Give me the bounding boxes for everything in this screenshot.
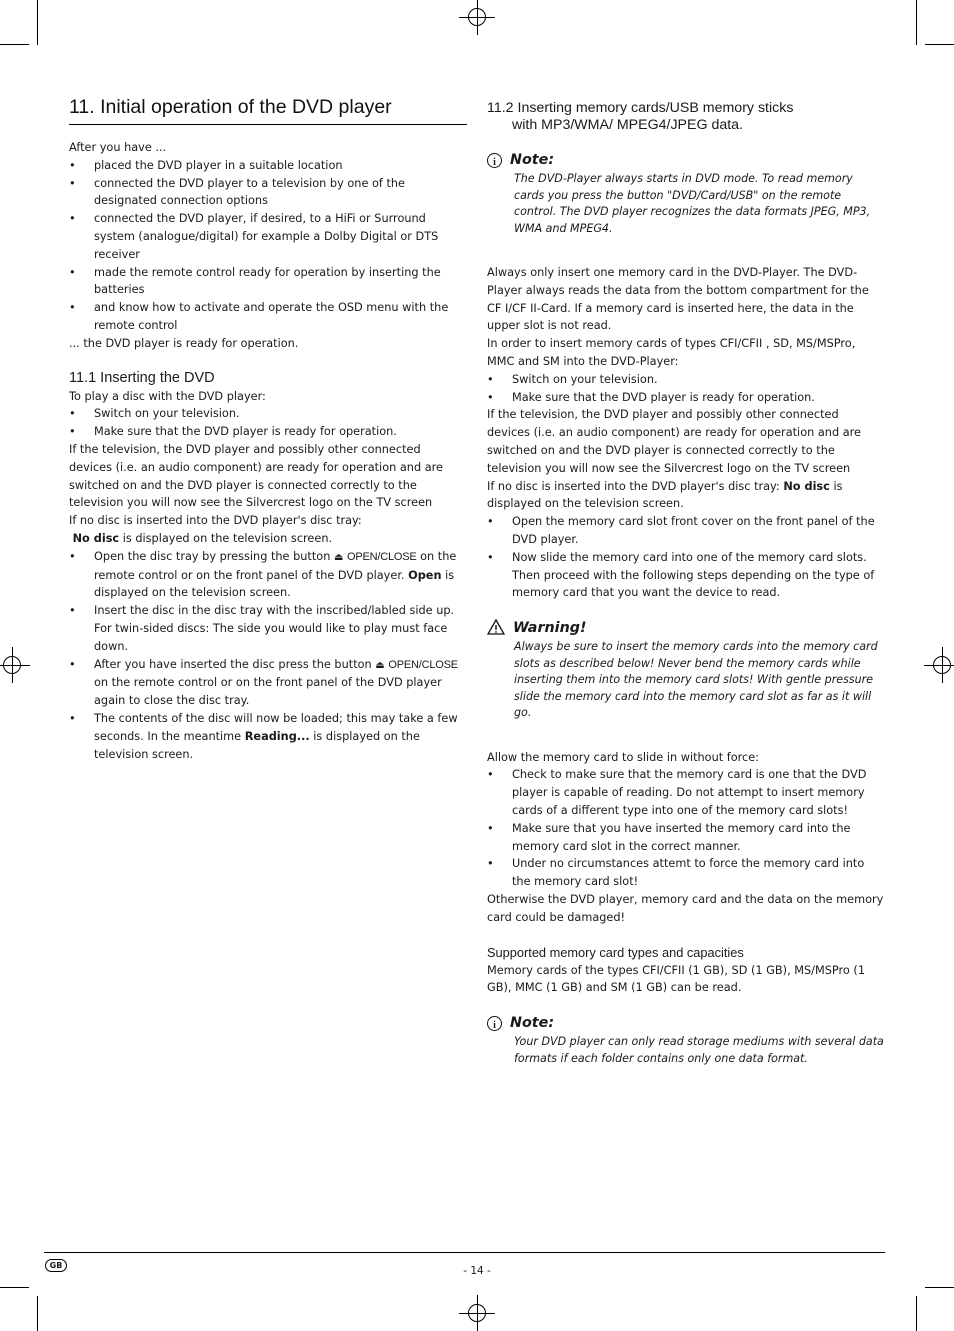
intro-list [69,157,467,335]
list-item: • The contents of the disc will now be loaded; this may take a few seconds. In the meantime Reading... is displayed on the television screen. [69,711,458,761]
eject-icon: ⏏ [333,551,344,563]
paragraph: If no disc is inserted into the DVD player's disc tray: No disc is displayed on the television screen. [487,479,843,511]
list-item: • Now slide the memory card into one of the memory card slots. Then proceed with the following steps depending on the type of memory card that you want the device to read. [487,550,875,600]
list-item: • Check to make sure that the memory card is one that the DVD player is capable of reading. Do not attempt to insert memory cards of a different type into one of the memory card slots! [487,768,867,818]
paragraph: Always only insert one memory card in the DVD-Player. The DVD-Player always reads the data from the bottom compartment for the CF I/CF II-Card. If a memory card is inserted here, the data in the upper slot is not read. [487,266,869,333]
list-item: • Make sure that you have inserted the memory card into the memory card slot in the correct manner. [487,821,851,853]
paragraph: Otherwise the DVD player, memory card and the data on the memory card could be damaged! [487,893,884,924]
crop-mark [925,44,954,45]
registration-mark [459,1295,495,1331]
list-item: • connected the DVD player to a television by one of the designated connection options [69,176,406,208]
chapter-heading: 11. Initial operation of the DVD player [69,94,467,125]
list-item: • made the remote control ready for operation by inserting the batteries [69,265,441,297]
paragraph: Memory cards of the types CFI/CFII (1 GB), SD (1 GB), MS/MSPro (1 GB), MMC (1 GB) and SM (1 GB) can be read. [487,963,866,995]
list-item: • placed the DVD player in a suitable location [69,158,343,172]
section-heading: 11.2 Inserting memory cards/USB memory sticks with MP3/WMA/ MPEG4/JPEG data. [487,100,794,133]
prep-list [69,405,467,441]
ready-text: ... the DVD player is ready for operation. [69,336,299,350]
note-callout: i Note: The DVD-Player always starts in DVD mode. To read memory cards you press the button "DVD/Card/USB" on the remote control. The DVD player recognizes the data formats JPEG, MP3, WMA and MPEG4. [487,150,885,237]
list-item: • connected the DVD player, if desired, to a HiFi or Surround system (analogue/digital) for example a Dolby Digital or DTS receiver [69,212,439,261]
list-item: • Open the memory card slot front cover on the front panel of the DVD player. [487,515,875,546]
subheading: Supported memory card types and capacities [487,944,744,960]
crop-mark [37,0,38,45]
list-item: • Under no circumstances attemt to force the memory card into the memory card slot! [487,857,865,889]
registration-mark [924,647,954,683]
crop-mark [916,1296,917,1331]
note-callout: i Note: Your DVD player can only read storage mediums with several data formats if each folder contains only one data format. [487,1013,885,1067]
list-item: • Switch on your television. [487,372,658,386]
caution-list [487,766,885,891]
crop-mark [0,44,29,45]
card-list [487,513,885,602]
page-number: - 14 - [463,1265,491,1277]
left-column [69,94,467,763]
list-item: • Open the disc tray by pressing the button ⏏ OPEN/CLOSE on the remote control or on the front panel of the DVD player. Open is displayed on the television screen. [69,549,457,600]
language-badge: GB [45,1259,67,1272]
list-item: • and know how to activate and operate the OSD menu with the remote control [69,301,449,332]
paragraph: If the television, the DVD player and possibly other connected devices (i.e. an audio component) are ready for operation and are switched on and the DVD player is connected correctly to the television you will now see the Silvercrest logo on the TV screen [69,442,443,510]
crop-mark [916,0,917,45]
warning-callout: Warning! Always be sure to insert the memory cards into the memory card slots as described below! Never bend the memory cards while inserting them into the memory card slots! With gentle pressure slide the memory card into the memory card slot as far as it will go. [487,618,885,722]
list-item: • Make sure that the DVD player is ready for operation. [487,390,815,404]
steps-list [69,548,467,764]
list-item: • Make sure that the DVD player is ready for operation. [69,425,397,439]
list-item: • Switch on your television. [69,407,240,421]
paragraph: In order to insert memory cards of types CFI/CFII , SD, MS/MSPro, MMC and SM into the DVD-Player: [487,337,856,368]
crop-mark [925,1287,954,1288]
crop-mark [0,1287,29,1288]
warning-icon [487,619,505,637]
section-intro: To play a disc with the DVD player: [69,389,266,403]
paragraph: If the television, the DVD player and possibly other connected devices (i.e. an audio component) are ready for operation and are switched on and the DVD player is connected correctly to the television you will now see the Silvercrest logo on the TV screen [487,408,861,475]
prep-list [487,371,885,407]
registration-mark [459,0,495,35]
crop-mark [37,1296,38,1331]
eject-icon: ⏏ [375,659,385,671]
intro-text: After you have ... [69,141,167,154]
paragraph: If no disc is inserted into the DVD player's disc tray: [69,514,362,528]
registration-mark [0,647,30,683]
right-column [487,100,885,1077]
section-heading: 11.1 Inserting the DVD [69,369,215,386]
info-icon: i [487,153,502,168]
list-item: • Insert the disc in the disc tray with the inscribed/labled side up. For twin-sided discs: The side you would like to play must face down. [69,604,455,653]
info-icon: i [487,1016,502,1031]
footer-rule [44,1252,885,1253]
paragraph: Allow the memory card to slide in without force: [487,750,760,764]
list-item: • After you have inserted the disc press the button ⏏ OPEN/CLOSE on the remote control or on the front panel of the DVD player again to close the disc tray. [69,657,458,708]
paragraph: No disc is displayed on the television screen. [72,531,333,545]
